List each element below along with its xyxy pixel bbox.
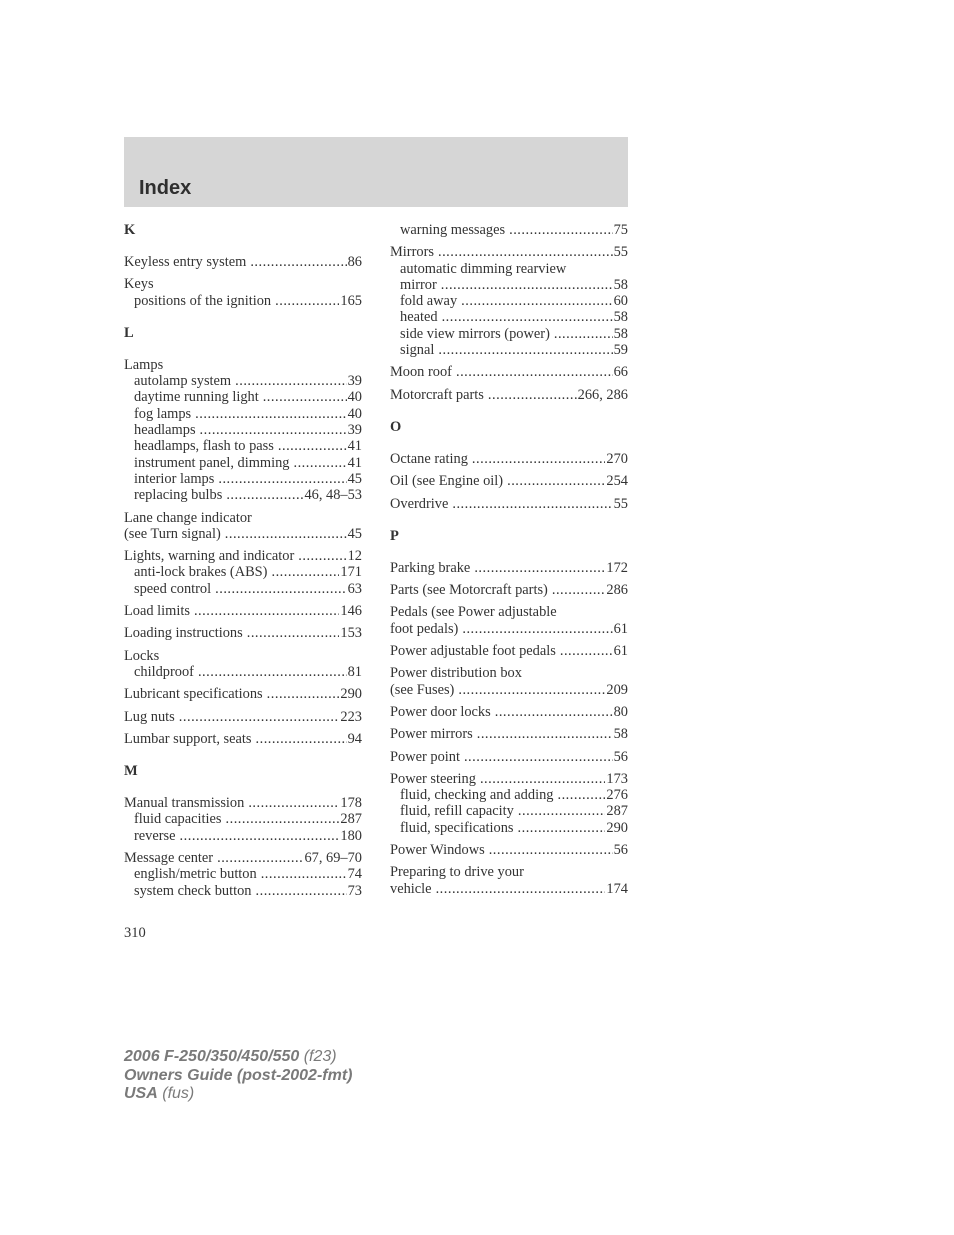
index-subentry: daytime running light ..... 40 <box>124 389 362 405</box>
index-entry: Lumbar support, seats ..... 94 <box>124 731 362 747</box>
index-subentry: fluid, specifications ..... 290 <box>390 820 628 836</box>
index-entry: Pedals (see Power adjustable <box>390 604 557 621</box>
index-entry: Load limits ..... 146 <box>124 603 362 619</box>
index-entry: Power steering ..... 173 <box>390 771 628 787</box>
index-entry: Keys <box>124 276 154 293</box>
index-entry: Lane change indicator <box>124 509 252 526</box>
index-entry: (see Fuses) ..... 209 <box>390 682 628 698</box>
index-entry: Power distribution box <box>390 665 522 682</box>
index-subentry: system check button ..... 73 <box>124 883 362 899</box>
index-subentry: mirror ..... 58 <box>390 277 628 293</box>
footer-line-2: Owners Guide (post-2002-fmt) <box>124 1066 353 1084</box>
index-subentry: autolamp system ..... 39 <box>124 373 362 389</box>
index-subentry: fog lamps ..... 40 <box>124 406 362 422</box>
index-subentry: heated ..... 58 <box>390 309 628 325</box>
index-subentry: fluid, refill capacity ..... 287 <box>390 803 628 819</box>
document-footer <box>124 1048 352 1104</box>
footer-line-3: USA (fus) <box>124 1085 195 1102</box>
index-entry: Message center ..... 67, 69–70 <box>124 850 362 866</box>
section-letter-l: L <box>124 324 134 341</box>
index-entry: Manual transmission ..... 178 <box>124 795 362 811</box>
page-title: Index <box>139 177 192 199</box>
index-entry: Power door locks ..... 80 <box>390 704 628 720</box>
section-letter-o: O <box>390 418 402 435</box>
index-subentry: signal ..... 59 <box>390 342 628 358</box>
index-subentry: positions of the ignition ..... 165 <box>124 293 362 309</box>
index-subentry: headlamps ..... 39 <box>124 422 362 438</box>
index-subentry: fluid, checking and adding ..... 276 <box>390 787 628 803</box>
index-entry: Mirrors ..... 55 <box>390 244 628 260</box>
index-entry: foot pedals) ..... 61 <box>390 621 628 637</box>
index-entry: Power point ..... 56 <box>390 749 628 765</box>
index-subentry: fluid capacities ..... 287 <box>124 811 362 827</box>
index-entry: Octane rating ..... 270 <box>390 451 628 467</box>
index-subentry: childproof ..... 81 <box>124 664 362 680</box>
index-entry: (see Turn signal) ..... 45 <box>124 526 362 542</box>
index-entry: vehicle ..... 174 <box>390 881 628 897</box>
index-entry: Motorcraft parts ..... 266, 286 <box>390 387 628 403</box>
index-subentry: anti-lock brakes (ABS) ..... 171 <box>124 564 362 580</box>
footer-line-1: 2006 F-250/350/450/550 (f23) <box>124 1048 337 1065</box>
index-subentry: english/metric button ..... 74 <box>124 866 362 882</box>
page-number: 310 <box>124 925 146 941</box>
index-entry: Oil (see Engine oil) ..... 254 <box>390 473 628 489</box>
index-entry: Power adjustable foot pedals ..... 61 <box>390 643 628 659</box>
index-column-left <box>124 222 362 899</box>
index-entry: Moon roof ..... 66 <box>390 364 628 380</box>
index-subentry: replacing bulbs ..... 46, 48–53 <box>124 487 362 503</box>
index-entry: Lubricant specifications ..... 290 <box>124 686 362 702</box>
section-letter-m: M <box>124 763 138 780</box>
index-subentry: speed control ..... 63 <box>124 581 362 597</box>
index-entry: Parts (see Motorcraft parts) ..... 286 <box>390 582 628 598</box>
index-entry: Lamps <box>124 356 164 373</box>
index-entry: Loading instructions ..... 153 <box>124 625 362 641</box>
index-entry: Parking brake ..... 172 <box>390 560 628 576</box>
section-letter-p: P <box>390 527 399 544</box>
section-letter-k: K <box>124 222 136 238</box>
index-subentry: headlamps, flash to pass ..... 41 <box>124 438 362 454</box>
index-entry: Power mirrors ..... 58 <box>390 726 628 742</box>
index-subentry: fold away ..... 60 <box>390 293 628 309</box>
index-entry: Locks <box>124 647 160 664</box>
index-subentry: interior lamps ..... 45 <box>124 471 362 487</box>
index-entry: Overdrive ..... 55 <box>390 496 628 512</box>
index-entry: Preparing to drive your <box>390 864 524 881</box>
index-subentry: instrument panel, dimming ..... 41 <box>124 455 362 471</box>
index-subentry: reverse ..... 180 <box>124 828 362 844</box>
index-entry: Power Windows ..... 56 <box>390 842 628 858</box>
index-subentry: warning messages ..... 75 <box>390 222 628 238</box>
index-subentry: side view mirrors (power) ..... 58 <box>390 326 628 342</box>
index-entry: Lug nuts ..... 223 <box>124 709 362 725</box>
index-column-right <box>390 222 628 897</box>
header-band <box>124 137 628 207</box>
index-subentry: automatic dimming rearview <box>400 260 567 277</box>
index-entry: Keyless entry system ..... 86 <box>124 254 362 270</box>
index-entry: Lights, warning and indicator ..... 12 <box>124 548 362 564</box>
